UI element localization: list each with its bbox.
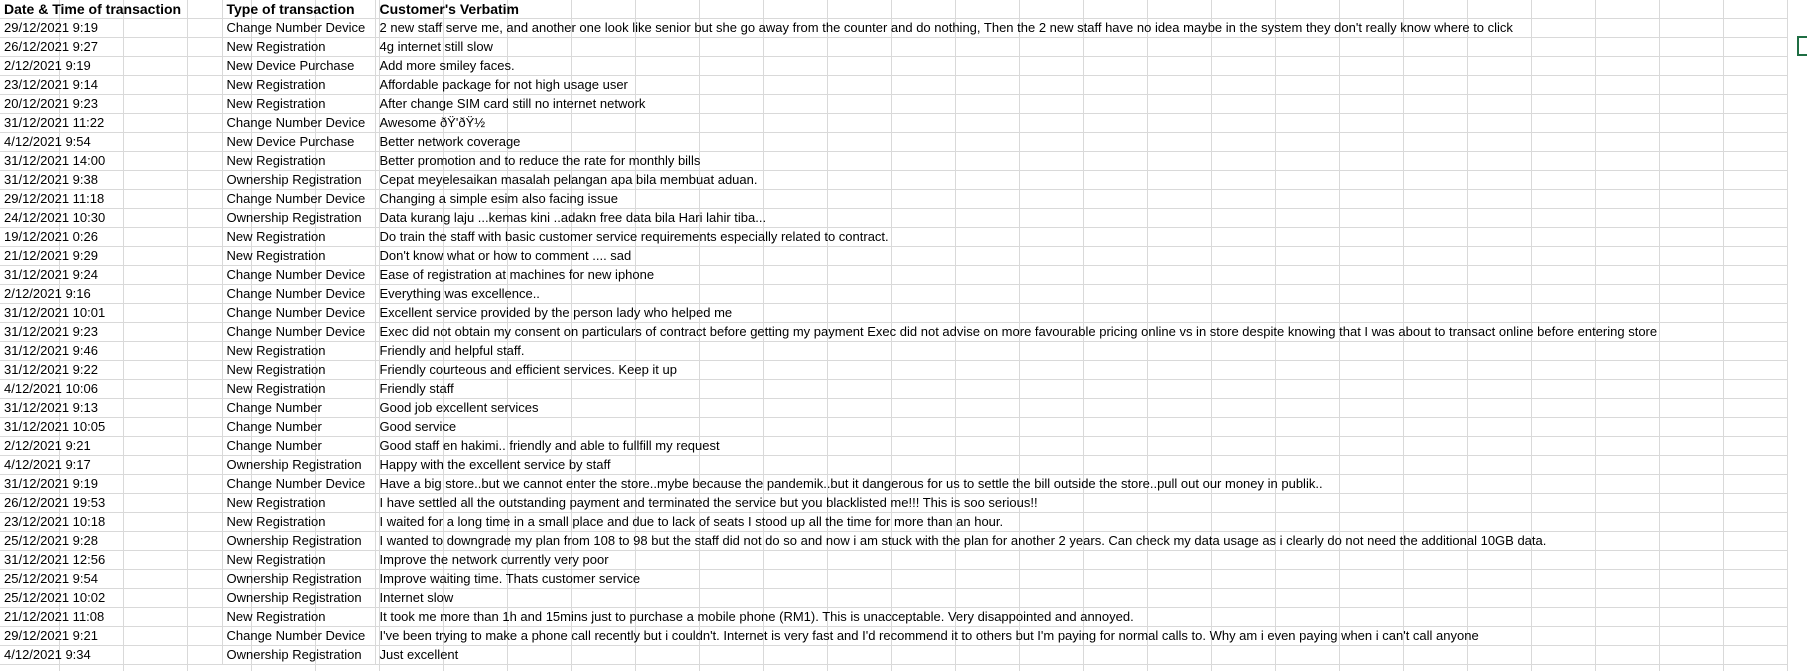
type-cell[interactable]: Change Number Device	[222, 304, 375, 323]
date-cell[interactable]: 4/12/2021 10:06	[0, 380, 222, 399]
header-type-cell[interactable]: Type of transaction	[222, 0, 375, 19]
type-cell[interactable]: Ownership Registration	[222, 570, 375, 589]
type-cell[interactable]: Change Number Device	[222, 323, 375, 342]
type-cell[interactable]: Change Number Device	[222, 266, 375, 285]
table-row	[0, 437, 1787, 456]
header-verbatim-cell[interactable]: Customer's Verbatim	[375, 0, 1787, 19]
date-cell[interactable]: 23/12/2021 9:14	[0, 76, 222, 95]
date-cell[interactable]: 26/12/2021 19:53	[0, 494, 222, 513]
date-cell[interactable]: 31/12/2021 9:38	[0, 171, 222, 190]
table-row	[0, 19, 1787, 38]
table-row	[0, 171, 1787, 190]
table-row	[0, 589, 1787, 608]
verbatim-cell[interactable]: Awesome ðŸ'ðŸ½	[375, 114, 1787, 133]
type-cell[interactable]: Change Number	[222, 399, 375, 418]
type-cell[interactable]: New Registration	[222, 95, 375, 114]
verbatim-cell[interactable]: Data kurang laju ...kemas kini ..adakn free data bila Hari lahir tiba...	[375, 209, 1787, 228]
table-row	[0, 304, 1787, 323]
verbatim-cell[interactable]: Internet slow	[375, 589, 1787, 608]
date-cell[interactable]: 31/12/2021 9:13	[0, 399, 222, 418]
table-row	[0, 627, 1787, 646]
verbatim-cell[interactable]: I waited for a long time in a small place and due to lack of seats I stood up all the time for more than an hour.	[375, 513, 1787, 532]
table-row	[0, 380, 1787, 399]
verbatim-cell[interactable]: Better promotion and to reduce the rate for monthly bills	[375, 152, 1787, 171]
verbatim-cell[interactable]: Ease of registration at machines for new iphone	[375, 266, 1787, 285]
verbatim-cell[interactable]: Good service	[375, 418, 1787, 437]
table-row	[0, 494, 1787, 513]
date-cell[interactable]: 19/12/2021 0:26	[0, 228, 222, 247]
date-cell[interactable]: 31/12/2021 9:23	[0, 323, 222, 342]
verbatim-cell[interactable]: Cepat meyelesaikan masalah pelangan apa bila membuat aduan.	[375, 171, 1787, 190]
table-row	[0, 38, 1787, 57]
date-cell[interactable]: 31/12/2021 9:46	[0, 342, 222, 361]
date-cell[interactable]: 31/12/2021 9:24	[0, 266, 222, 285]
verbatim-cell[interactable]: I have settled all the outstanding payment and terminated the service but you blacklisted me!!! This is soo serious!!	[375, 494, 1787, 513]
type-cell[interactable]: New Registration	[222, 513, 375, 532]
type-cell[interactable]: Change Number Device	[222, 285, 375, 304]
type-cell[interactable]: Change Number Device	[222, 627, 375, 646]
table-row	[0, 209, 1787, 228]
date-cell[interactable]: 31/12/2021 9:19	[0, 475, 222, 494]
date-cell[interactable]: 23/12/2021 10:18	[0, 513, 222, 532]
date-cell[interactable]: 31/12/2021 11:22	[0, 114, 222, 133]
type-cell[interactable]: New Registration	[222, 152, 375, 171]
date-cell[interactable]: 25/12/2021 9:54	[0, 570, 222, 589]
type-cell[interactable]: New Device Purchase	[222, 57, 375, 76]
type-cell[interactable]: New Device Purchase	[222, 133, 375, 152]
date-cell[interactable]: 2/12/2021 9:16	[0, 285, 222, 304]
table-row	[0, 475, 1787, 494]
type-cell[interactable]: New Registration	[222, 608, 375, 627]
date-cell[interactable]: 31/12/2021 9:22	[0, 361, 222, 380]
type-cell[interactable]: Change Number	[222, 437, 375, 456]
verbatim-cell[interactable]: Happy with the excellent service by staff	[375, 456, 1787, 475]
verbatim-cell[interactable]: I've been trying to make a phone call recently but i couldn't. Internet is very fast and I'd recommend it to others but I'm paying for normal calls to. Why am i even paying when i can't call anyone	[375, 627, 1787, 646]
date-cell[interactable]: 21/12/2021 9:29	[0, 247, 222, 266]
verbatim-cell[interactable]: Improve the network currently very poor	[375, 551, 1787, 570]
date-cell[interactable]: 4/12/2021 9:17	[0, 456, 222, 475]
type-cell[interactable]: New Registration	[222, 380, 375, 399]
table-row	[0, 551, 1787, 570]
date-cell[interactable]: 2/12/2021 9:21	[0, 437, 222, 456]
type-cell[interactable]: Ownership Registration	[222, 532, 375, 551]
table-row	[0, 152, 1787, 171]
table-row	[0, 95, 1787, 114]
table-row	[0, 532, 1787, 551]
type-cell[interactable]: New Registration	[222, 228, 375, 247]
type-cell[interactable]: Change Number Device	[222, 475, 375, 494]
date-cell[interactable]: 31/12/2021 12:56	[0, 551, 222, 570]
date-cell[interactable]: 29/12/2021 11:18	[0, 190, 222, 209]
type-cell[interactable]: Change Number Device	[222, 114, 375, 133]
verbatim-cell[interactable]: Friendly courteous and efficient services. Keep it up	[375, 361, 1787, 380]
date-cell[interactable]: 24/12/2021 10:30	[0, 209, 222, 228]
verbatim-cell[interactable]: 2 new staff serve me, and another one look like senior but she go away from the counter and do nothing, Then the 2 new staff have no idea maybe in the system they don't really know where to click	[375, 19, 1787, 38]
date-cell[interactable]: 2/12/2021 9:19	[0, 57, 222, 76]
verbatim-cell[interactable]: Changing a simple esim also facing issue	[375, 190, 1787, 209]
verbatim-cell[interactable]: It took me more than 1h and 15mins just to purchase a mobile phone (RM1). This is unacceptable. Very disappointed and annoyed.	[375, 608, 1787, 627]
date-cell[interactable]: 20/12/2021 9:23	[0, 95, 222, 114]
table-row	[0, 646, 1787, 665]
verbatim-cell[interactable]: I wanted to downgrade my plan from 108 to 98 but the staff did not do so and now i am stuck with the plan for another 2 years. Can check my data usage as i clearly do not need the additional 10GB data.	[375, 532, 1787, 551]
type-cell[interactable]: New Registration	[222, 551, 375, 570]
type-cell[interactable]: New Registration	[222, 38, 375, 57]
date-cell[interactable]: 31/12/2021 10:05	[0, 418, 222, 437]
table-row	[0, 76, 1787, 95]
type-cell[interactable]: Ownership Registration	[222, 456, 375, 475]
verbatim-cell[interactable]: After change SIM card still no internet network	[375, 95, 1787, 114]
table-row	[0, 114, 1787, 133]
type-cell[interactable]: Ownership Registration	[222, 209, 375, 228]
date-cell[interactable]: 4/12/2021 9:54	[0, 133, 222, 152]
header-row	[0, 0, 1787, 19]
table-row	[0, 418, 1787, 437]
selected-cell-indicator[interactable]	[1797, 36, 1807, 56]
table-row	[0, 247, 1787, 266]
table-body	[0, 19, 1787, 665]
table-row	[0, 133, 1787, 152]
date-cell[interactable]: 29/12/2021 9:21	[0, 627, 222, 646]
date-cell[interactable]: 31/12/2021 14:00	[0, 152, 222, 171]
verbatim-cell[interactable]: Excellent service provided by the person lady who helped me	[375, 304, 1787, 323]
verbatim-cell[interactable]: Have a big store..but we cannot enter the store..mybe because the pandemik..but it dangerous for us to settle the bill outside the store..pull out our money in publik..	[375, 475, 1787, 494]
table-row	[0, 342, 1787, 361]
verbatim-cell[interactable]: Don't know what or how to comment .... sad	[375, 247, 1787, 266]
table-row	[0, 456, 1787, 475]
verbatim-cell[interactable]: Friendly and helpful staff.	[375, 342, 1787, 361]
verbatim-cell[interactable]: 4g internet still slow	[375, 38, 1787, 57]
verbatim-cell[interactable]: Good job excellent services	[375, 399, 1787, 418]
date-cell[interactable]: 31/12/2021 10:01	[0, 304, 222, 323]
type-cell[interactable]: Change Number Device	[222, 190, 375, 209]
table-row	[0, 190, 1787, 209]
date-cell[interactable]: 29/12/2021 9:19	[0, 19, 222, 38]
table-row	[0, 228, 1787, 247]
verbatim-cell[interactable]: Improve waiting time. Thats customer service	[375, 570, 1787, 589]
verbatim-cell[interactable]: Better network coverage	[375, 133, 1787, 152]
date-cell[interactable]: 25/12/2021 10:02	[0, 589, 222, 608]
type-cell[interactable]: New Registration	[222, 342, 375, 361]
table-row	[0, 323, 1787, 342]
verbatim-cell[interactable]: Affordable package for not high usage user	[375, 76, 1787, 95]
table-row	[0, 361, 1787, 380]
table-row	[0, 608, 1787, 627]
type-cell[interactable]: Change Number Device	[222, 19, 375, 38]
table-row	[0, 570, 1787, 589]
type-cell[interactable]: New Registration	[222, 76, 375, 95]
table-row	[0, 399, 1787, 418]
verbatim-cell[interactable]: Exec did not obtain my consent on particulars of contract before getting my payment Exec did not advise on more favourable pricing online vs in store despite knowing that I was about to transact online before entering store	[375, 323, 1787, 342]
type-cell[interactable]: Ownership Registration	[222, 589, 375, 608]
date-cell[interactable]: 26/12/2021 9:27	[0, 38, 222, 57]
verbatim-cell[interactable]: Just excellent	[375, 646, 1787, 665]
type-cell[interactable]: New Registration	[222, 361, 375, 380]
date-cell[interactable]: 4/12/2021 9:34	[0, 646, 222, 665]
table-row	[0, 513, 1787, 532]
table-row	[0, 57, 1787, 76]
date-cell[interactable]: 21/12/2021 11:08	[0, 608, 222, 627]
verbatim-cell[interactable]: Friendly staff	[375, 380, 1787, 399]
header-date-cell[interactable]: Date & Time of transaction	[0, 0, 222, 19]
type-cell[interactable]: Ownership Registration	[222, 646, 375, 665]
table-row	[0, 285, 1787, 304]
verbatim-cell[interactable]: Do train the staff with basic customer service requirements especially related to contract.	[375, 228, 1787, 247]
verbatim-cell[interactable]: Everything was excellence..	[375, 285, 1787, 304]
verbatim-cell[interactable]: Good staff en hakimi.. friendly and able to fullfill my request	[375, 437, 1787, 456]
type-cell[interactable]: Ownership Registration	[222, 171, 375, 190]
table-row	[0, 266, 1787, 285]
verbatim-cell[interactable]: Add more smiley faces.	[375, 57, 1787, 76]
date-cell[interactable]: 25/12/2021 9:28	[0, 532, 222, 551]
type-cell[interactable]: New Registration	[222, 247, 375, 266]
type-cell[interactable]: New Registration	[222, 494, 375, 513]
type-cell[interactable]: Change Number	[222, 418, 375, 437]
